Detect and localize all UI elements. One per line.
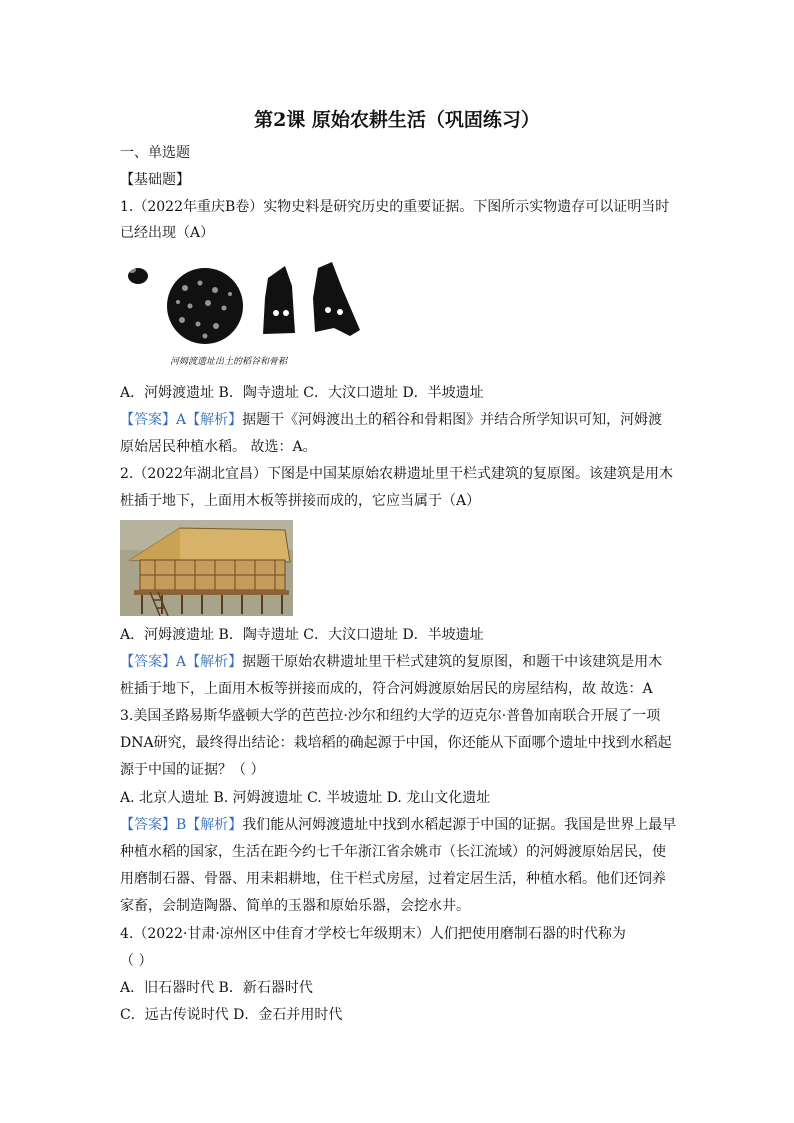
q2-answer-line1 xyxy=(120,652,662,672)
q2-stem-line1: 2.（2022年湖北宜昌）下图是中国某原始农耕遗址里干栏式建筑的复原图。该建筑是用木 xyxy=(120,466,673,482)
q4-options-line2: C．远古传说时代 D．金石并用时代 xyxy=(120,1007,343,1023)
q2-stem-line2: 桩插于地下，上面用木板等拼接而成的，它应当属于（A） xyxy=(120,493,481,509)
answer-tag: 【答案】A【解析】 xyxy=(120,654,243,670)
q3-options: A. 北京人遗址 B. 河姆渡遗址 C. 半坡遗址 D. 龙山文化遗址 xyxy=(120,790,491,806)
q1-stem-line2: 已经出现（A） xyxy=(120,225,215,241)
q3-stem-line2: DNA研究，最终得出结论：栽培稻的确起源于中国，你还能从下面哪个遗址中找到水稻起 xyxy=(120,735,672,751)
section-heading: 一、单选题 xyxy=(120,145,190,161)
answer-text: 我们能从河姆渡遗址中找到水稻起源于中国的证据。我国是世界上最早 xyxy=(242,817,677,833)
q3-answer-line3: 用磨制石器、骨器、用耒耜耕地，住干栏式房屋，过着定居生活，种植水稻。他们还饲养 xyxy=(120,871,666,887)
figure-caption: 河姆渡遗址出土的稻谷和骨耜 xyxy=(170,357,288,367)
answer-tag: 【答案】A【解析】 xyxy=(120,412,243,428)
q1-options: A．河姆渡遗址 B．陶寺遗址 C．大汶口遗址 D．半坡遗址 xyxy=(120,385,484,401)
q3-stem-line1: 3.美国圣路易斯华盛顿大学的芭芭拉·沙尔和纽约大学的迈克尔·普鲁加南联合开展了一项 xyxy=(120,708,661,724)
q4-stem-line1: 4.（2022·甘肃·凉州区中佳育才学校七年级期末）人们把使用磨制石器的时代称为 xyxy=(120,926,626,942)
answer-tag: 【答案】B【解析】 xyxy=(120,817,243,833)
level-heading: 【基础题】 xyxy=(120,172,190,188)
q4-stem-line2: （ ） xyxy=(120,953,153,969)
q3-answer-line1 xyxy=(120,815,676,835)
q2-options: A．河姆渡遗址 B．陶寺遗址 C．大汶口遗址 D．半坡遗址 xyxy=(120,627,484,643)
q1-answer-line2: 原始居民种植水稻。 故选：A。 xyxy=(120,439,317,455)
q3-stem-line3: 源于中国的证据？（ ） xyxy=(120,762,265,778)
q3-answer-line2: 种植水稻的国家，生活在距今约七千年浙江省余姚市（长江流域）的河姆渡原始居民，使 xyxy=(120,844,666,860)
answer-text: 据题干原始农耕遗址里干栏式建筑的复原图，和题干中该建筑是用木 xyxy=(242,654,663,670)
page-title: 第2课 原始农耕生活（巩固练习） xyxy=(254,109,540,131)
q4-options-line1: A．旧石器时代 B．新石器时代 xyxy=(120,980,313,996)
q1-answer-line1 xyxy=(120,410,662,430)
answer-text: 据题干《河姆渡出土的稻谷和骨耜图》并结合所学知识可知，河姆渡 xyxy=(242,412,663,428)
q3-answer-line4: 家畜，会制造陶器、简单的玉器和原始乐器，会挖水井。 xyxy=(120,898,470,914)
q2-answer-line2: 桩插于地下，上面用木板等拼接而成的，符合河姆渡原始居民的房屋结构，故 故选：A xyxy=(120,681,653,697)
rice-and-bone-spade-image xyxy=(120,258,370,350)
stilt-house-image xyxy=(120,520,293,616)
q1-stem-line1: 1.（2022年重庆B卷）实物史料是研究历史的重要证据。下图所示实物遗存可以证明当时 xyxy=(120,199,670,215)
